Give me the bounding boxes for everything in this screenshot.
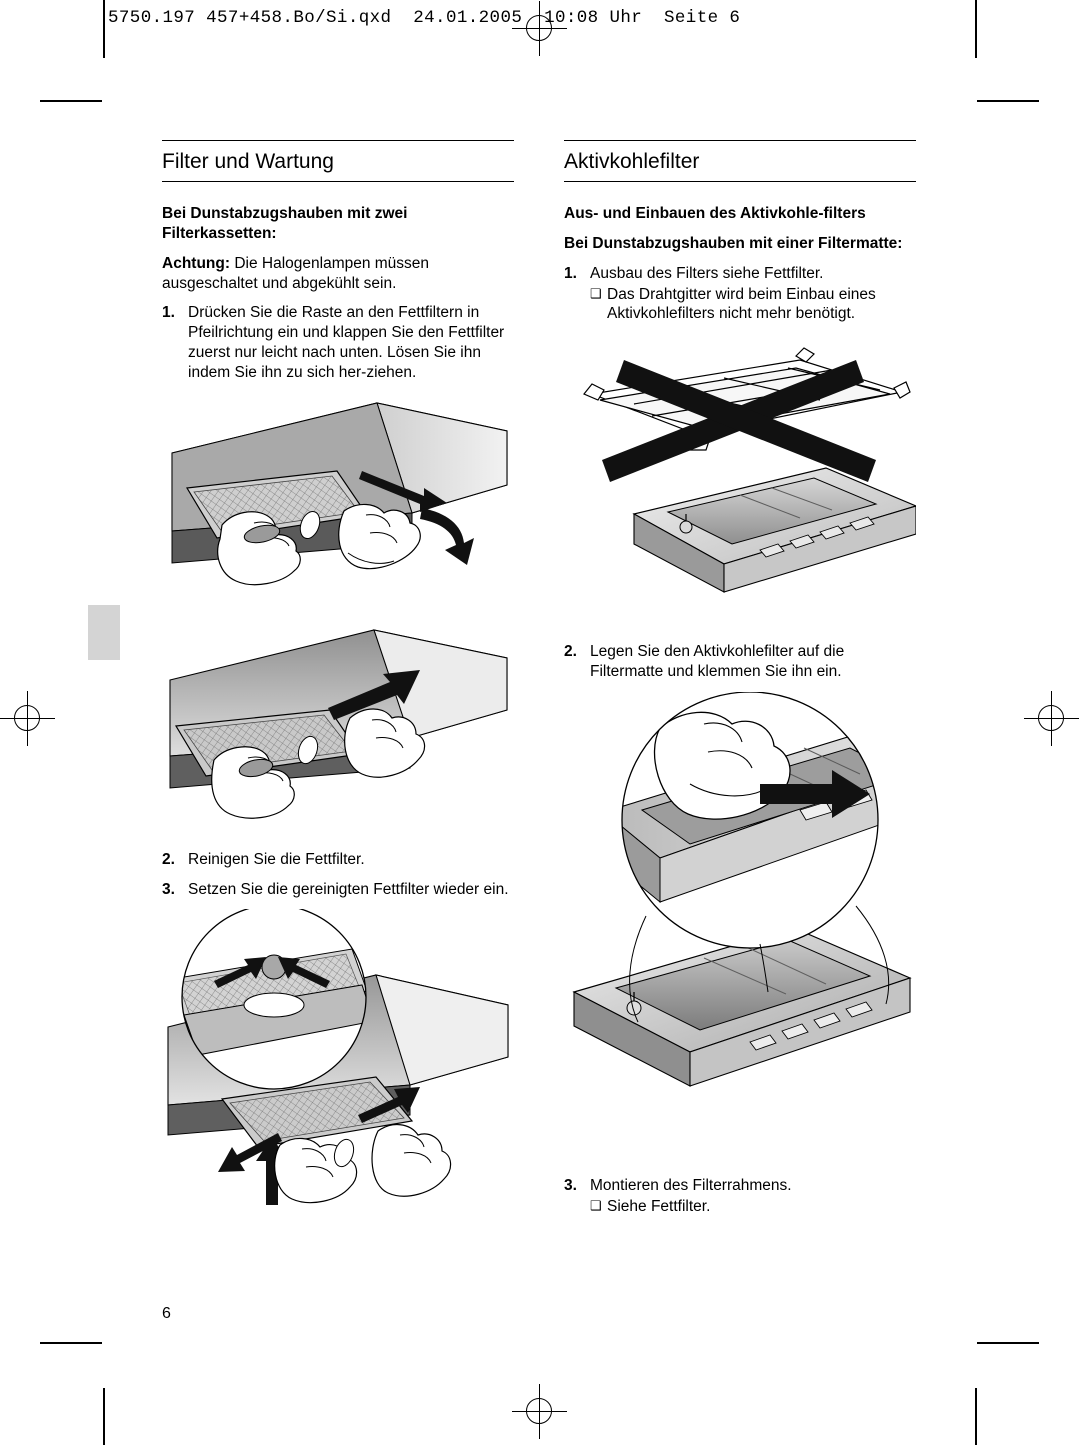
step-number: 3. bbox=[564, 1176, 577, 1194]
right-section-title: Aktivkohlefilter bbox=[564, 140, 916, 182]
step-number: 2. bbox=[162, 850, 175, 868]
print-header-line: 5750.197 457+458.Bo/Si.qxd 24.01.2005 10:08 Uhr Seite 6 bbox=[108, 8, 741, 28]
left-column bbox=[162, 140, 514, 1223]
step-note-text: Das Drahtgitter wird beim Einbau eines Aktivkohlefilters nicht mehr benötigt. bbox=[607, 285, 876, 323]
step-text: Legen Sie den Aktivkohlefilter auf die Filtermatte und klemmen Sie ihn ein. bbox=[590, 643, 845, 681]
step-text: Drücken Sie die Raste an den Fettfiltern in Pfeilrichtung ein und klappen Sie den Fettfilter zuerst nur leicht nach unten. Lösen Sie ihn indem Sie ihn zu sich her-ziehen. bbox=[188, 304, 505, 381]
right-steps-list-part1 bbox=[564, 264, 916, 324]
figure-2-svg bbox=[162, 622, 514, 832]
checkbox-bullet-icon: ❑ bbox=[590, 1197, 602, 1213]
step-number: 1. bbox=[564, 264, 577, 282]
right-heading-one-mat: Bei Dunstabzugshauben mit einer Filtermatte: bbox=[564, 234, 903, 252]
list-item bbox=[564, 264, 916, 324]
crop-mark-bottom-left bbox=[103, 1388, 105, 1445]
right-steps-list-part2 bbox=[564, 642, 916, 682]
list-item bbox=[162, 303, 514, 382]
list-item bbox=[162, 880, 514, 900]
figure-1-svg bbox=[162, 393, 514, 608]
left-section-title: Filter und Wartung bbox=[162, 140, 514, 182]
thumb-index-tab bbox=[88, 605, 120, 660]
figure-remove-grease-filter-2 bbox=[162, 622, 514, 832]
figure-reinstall-grease-filter bbox=[162, 909, 514, 1209]
registration-cross-left-v bbox=[27, 691, 28, 746]
attention-label: Achtung: bbox=[162, 254, 231, 272]
checkbox-bullet-icon: ❑ bbox=[590, 285, 602, 301]
step-note bbox=[590, 285, 916, 325]
page-number: 6 bbox=[162, 1305, 171, 1322]
figure-place-charcoal-filter bbox=[564, 692, 916, 1162]
registration-cross-bottom-v bbox=[539, 1384, 540, 1439]
crop-mark-top-right bbox=[975, 0, 977, 58]
step-note bbox=[590, 1197, 916, 1217]
figure-r2-svg bbox=[564, 692, 916, 1162]
crop-mark-top-left bbox=[103, 0, 105, 58]
attention-paragraph bbox=[162, 254, 514, 294]
step-number: 1. bbox=[162, 304, 175, 322]
figure-wire-grid-not-needed bbox=[564, 338, 916, 628]
crop-mark-lower-right-h bbox=[977, 1342, 1039, 1344]
step-note-text: Siehe Fettfilter. bbox=[607, 1197, 711, 1215]
step-number: 3. bbox=[162, 880, 175, 898]
crop-mark-lower-left-h bbox=[40, 1342, 102, 1344]
right-heading-install-remove: Aus- und Einbauen des Aktivkohle-filters bbox=[564, 205, 866, 223]
figure-remove-grease-filter-1 bbox=[162, 393, 514, 608]
figure-3-svg bbox=[162, 909, 514, 1209]
registration-cross-right-v bbox=[1051, 691, 1052, 746]
list-item bbox=[162, 850, 514, 870]
attention-text: Die Halogenlampen müssen ausgeschaltet und abgekühlt sein. bbox=[162, 254, 430, 292]
right-steps-list-part3 bbox=[564, 1176, 916, 1217]
step-number: 2. bbox=[564, 643, 577, 661]
figure-r1-svg bbox=[564, 338, 916, 628]
crop-mark-upper-left-h bbox=[40, 100, 102, 102]
step-text: Setzen Sie die gereinigten Fettfilter wieder ein. bbox=[188, 880, 509, 898]
right-column bbox=[564, 140, 916, 1227]
list-item bbox=[564, 1176, 916, 1217]
list-item bbox=[564, 642, 916, 682]
crop-mark-upper-right-h bbox=[977, 100, 1039, 102]
step-text: Ausbau des Filters siehe Fettfilter. bbox=[590, 264, 824, 282]
step-text: Montieren des Filterrahmens. bbox=[590, 1176, 792, 1194]
left-heading-two-cassettes: Bei Dunstabzugshauben mit zwei Filterkassetten: bbox=[162, 205, 408, 242]
step-text: Reinigen Sie die Fettfilter. bbox=[188, 850, 365, 868]
crop-mark-bottom-right bbox=[975, 1388, 977, 1445]
left-steps-list-part2 bbox=[162, 850, 514, 900]
left-steps-list-part1 bbox=[162, 303, 514, 382]
